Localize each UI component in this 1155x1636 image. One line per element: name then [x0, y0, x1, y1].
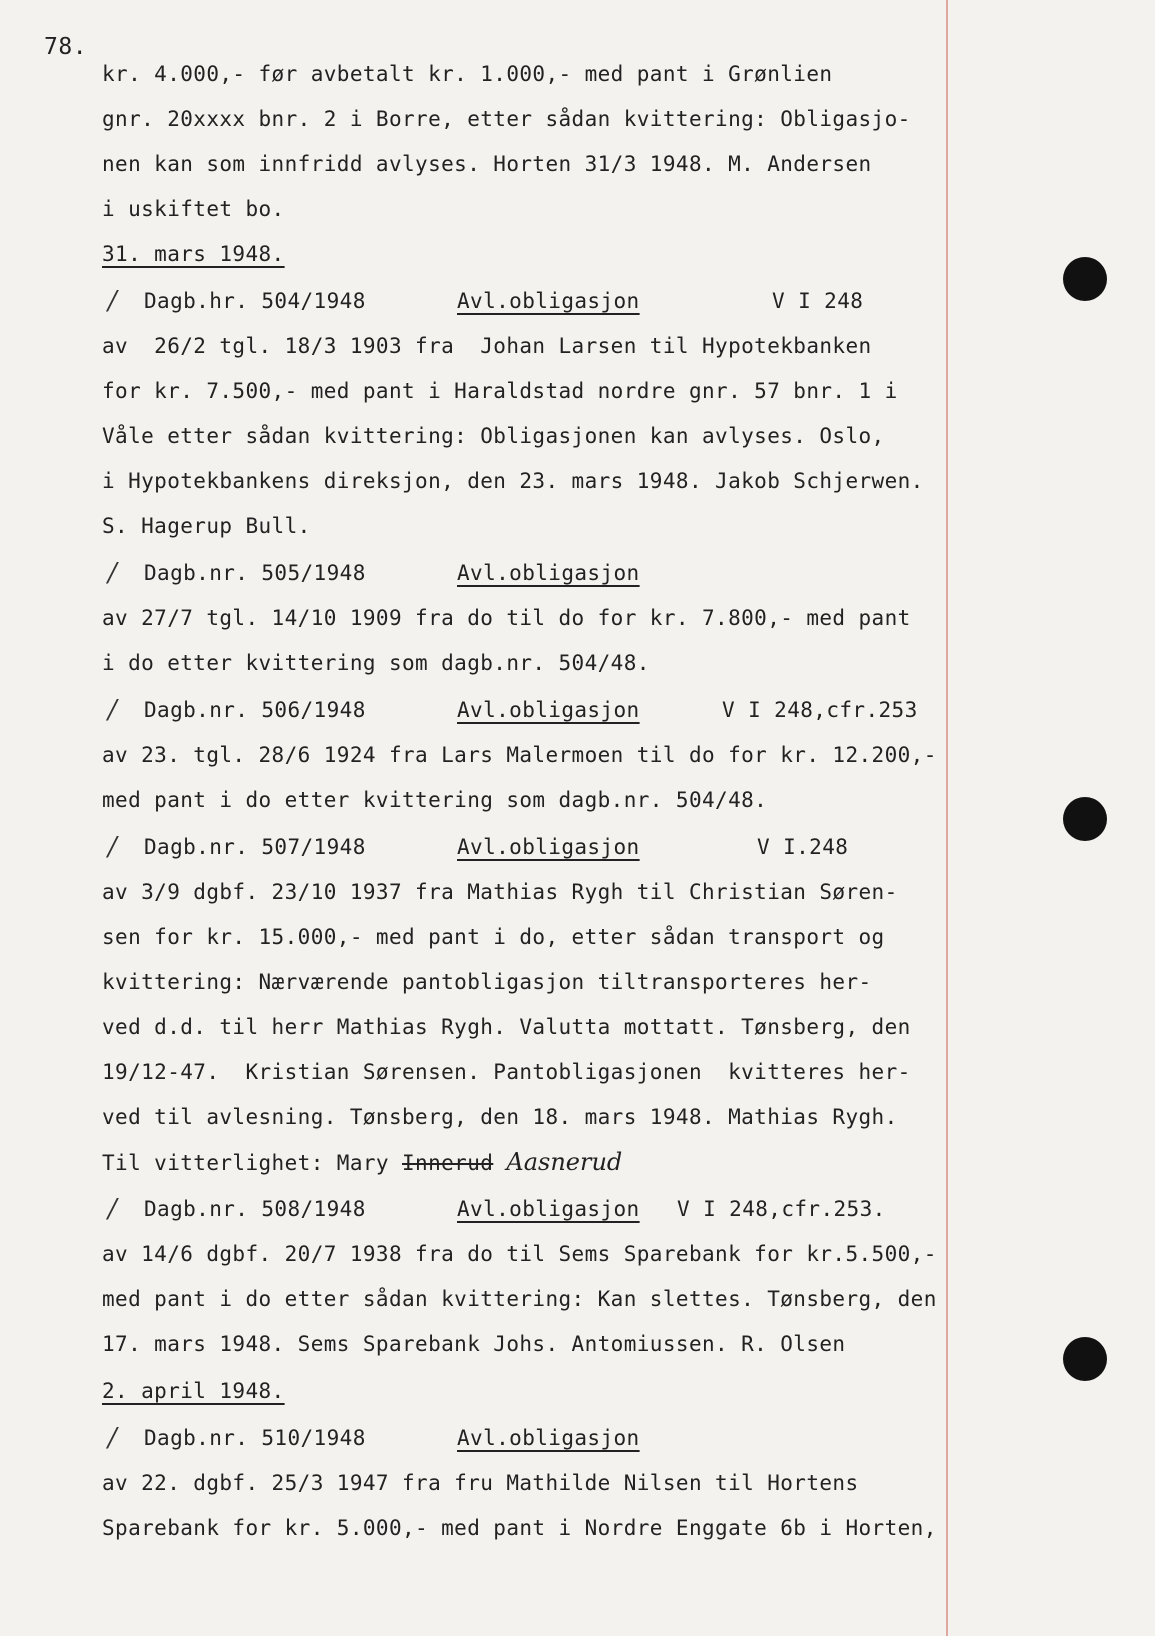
- text-line: av 27/7 tgl. 14/10 1909 fra do til do for kr. 7.800,- med pant: [102, 606, 911, 630]
- entry-reference: V I.248: [757, 835, 849, 859]
- entry-dagb-number: Dagb.hr. 504/1948: [144, 289, 366, 313]
- handwritten-name: Aasnerud: [506, 1148, 623, 1176]
- text-line: av 14/6 dgbf. 20/7 1938 fra do til Sems Sparebank for kr.5.500,-: [102, 1242, 937, 1266]
- text-line: i Hypotekbankens direksjon, den 23. mars 1948. Jakob Schjerwen.: [102, 469, 924, 493]
- text-line: ved d.d. til herr Mathias Rygh. Valutta mottatt. Tønsberg, den: [102, 1015, 911, 1039]
- text-line: kvittering: Nærværende pantobligasjon tiltransporteres her-: [102, 970, 872, 994]
- text-line: av 3/9 dgbf. 23/10 1937 fra Mathias Rygh til Christian Søren-: [102, 880, 898, 904]
- text-line: gnr. 20xxxx bnr. 2 i Borre, etter sådan kvittering: Obligasjo-: [102, 107, 911, 131]
- entry-header: [102, 834, 962, 864]
- check-mark-icon: /: [108, 695, 117, 725]
- text-line: Våle etter sådan kvittering: Obligasjonen kan avlyses. Oslo,: [102, 424, 885, 448]
- struck-name: Innerud: [402, 1151, 494, 1175]
- text-line: 19/12-47. Kristian Sørensen. Pantobligasjonen kvitteres her-: [102, 1060, 911, 1084]
- entry-dagb-number: Dagb.nr. 506/1948: [144, 698, 366, 722]
- text-line: S. Hagerup Bull.: [102, 514, 311, 538]
- text-line: i uskiftet bo.: [102, 197, 285, 221]
- entry-type: Avl.obligasjon: [457, 289, 640, 313]
- entry-dagb-number: Dagb.nr. 507/1948: [144, 835, 366, 859]
- text-line: kr. 4.000,- før avbetalt kr. 1.000,- med pant i Grønlien: [102, 62, 833, 86]
- check-mark-icon: /: [108, 286, 117, 316]
- entry-type: Avl.obligasjon: [457, 835, 640, 859]
- text-line: nen kan som innfridd avlyses. Horten 31/3 1948. M. Andersen: [102, 152, 872, 176]
- text-line: av 22. dgbf. 25/3 1947 fra fru Mathilde Nilsen til Hortens: [102, 1471, 859, 1495]
- punch-hole-bottom: [1063, 1337, 1107, 1381]
- signature-prefix: Til vitterlighet: Mary: [102, 1151, 402, 1175]
- date-heading: 2. april 1948.: [102, 1379, 285, 1403]
- entry-reference: V I 248,cfr.253: [722, 698, 918, 722]
- margin-line: [946, 0, 948, 1636]
- text-line: med pant i do etter kvittering som dagb.nr. 504/48.: [102, 788, 768, 812]
- text-line: ved til avlesning. Tønsberg, den 18. mars 1948. Mathias Rygh.: [102, 1105, 898, 1129]
- check-mark-icon: /: [108, 1423, 117, 1453]
- punch-hole-top: [1063, 257, 1107, 301]
- text-line: sen for kr. 15.000,- med pant i do, etter sådan transport og: [102, 925, 885, 949]
- entry-dagb-number: Dagb.nr. 505/1948: [144, 561, 366, 585]
- punch-hole-middle: [1063, 797, 1107, 841]
- entry-header: [102, 697, 962, 727]
- entry-type: Avl.obligasjon: [457, 1426, 640, 1450]
- date-heading: 31. mars 1948.: [102, 242, 285, 266]
- text-line: med pant i do etter sådan kvittering: Kan slettes. Tønsberg, den: [102, 1287, 937, 1311]
- entry-type: Avl.obligasjon: [457, 561, 640, 585]
- page-number: 78.: [44, 34, 88, 60]
- text-line: 17. mars 1948. Sems Sparebank Johs. Antomiussen. R. Olsen: [102, 1332, 846, 1356]
- text-line: for kr. 7.500,- med pant i Haraldstad nordre gnr. 57 bnr. 1 i: [102, 379, 898, 403]
- entry-header: [102, 1196, 962, 1226]
- entry-reference: V I 248,cfr.253.: [677, 1197, 886, 1221]
- text-line: av 26/2 tgl. 18/3 1903 fra Johan Larsen til Hypotekbanken: [102, 334, 872, 358]
- entry-type: Avl.obligasjon: [457, 698, 640, 722]
- check-mark-icon: /: [108, 558, 117, 588]
- entry-type: Avl.obligasjon: [457, 1197, 640, 1221]
- check-mark-icon: /: [108, 832, 117, 862]
- entry-header: [102, 288, 962, 318]
- entry-dagb-number: Dagb.nr. 508/1948: [144, 1197, 366, 1221]
- signature-line: [102, 1149, 622, 1176]
- check-mark-icon: /: [108, 1194, 117, 1224]
- text-line: av 23. tgl. 28/6 1924 fra Lars Malermoen til do for kr. 12.200,-: [102, 743, 937, 767]
- entry-header: [102, 560, 962, 590]
- entry-header: [102, 1425, 962, 1455]
- text-line: i do etter kvittering som dagb.nr. 504/48.: [102, 651, 650, 675]
- entry-reference: V I 248: [772, 289, 864, 313]
- text-line: Sparebank for kr. 5.000,- med pant i Nordre Enggate 6b i Horten,: [102, 1516, 937, 1540]
- entry-dagb-number: Dagb.nr. 510/1948: [144, 1426, 366, 1450]
